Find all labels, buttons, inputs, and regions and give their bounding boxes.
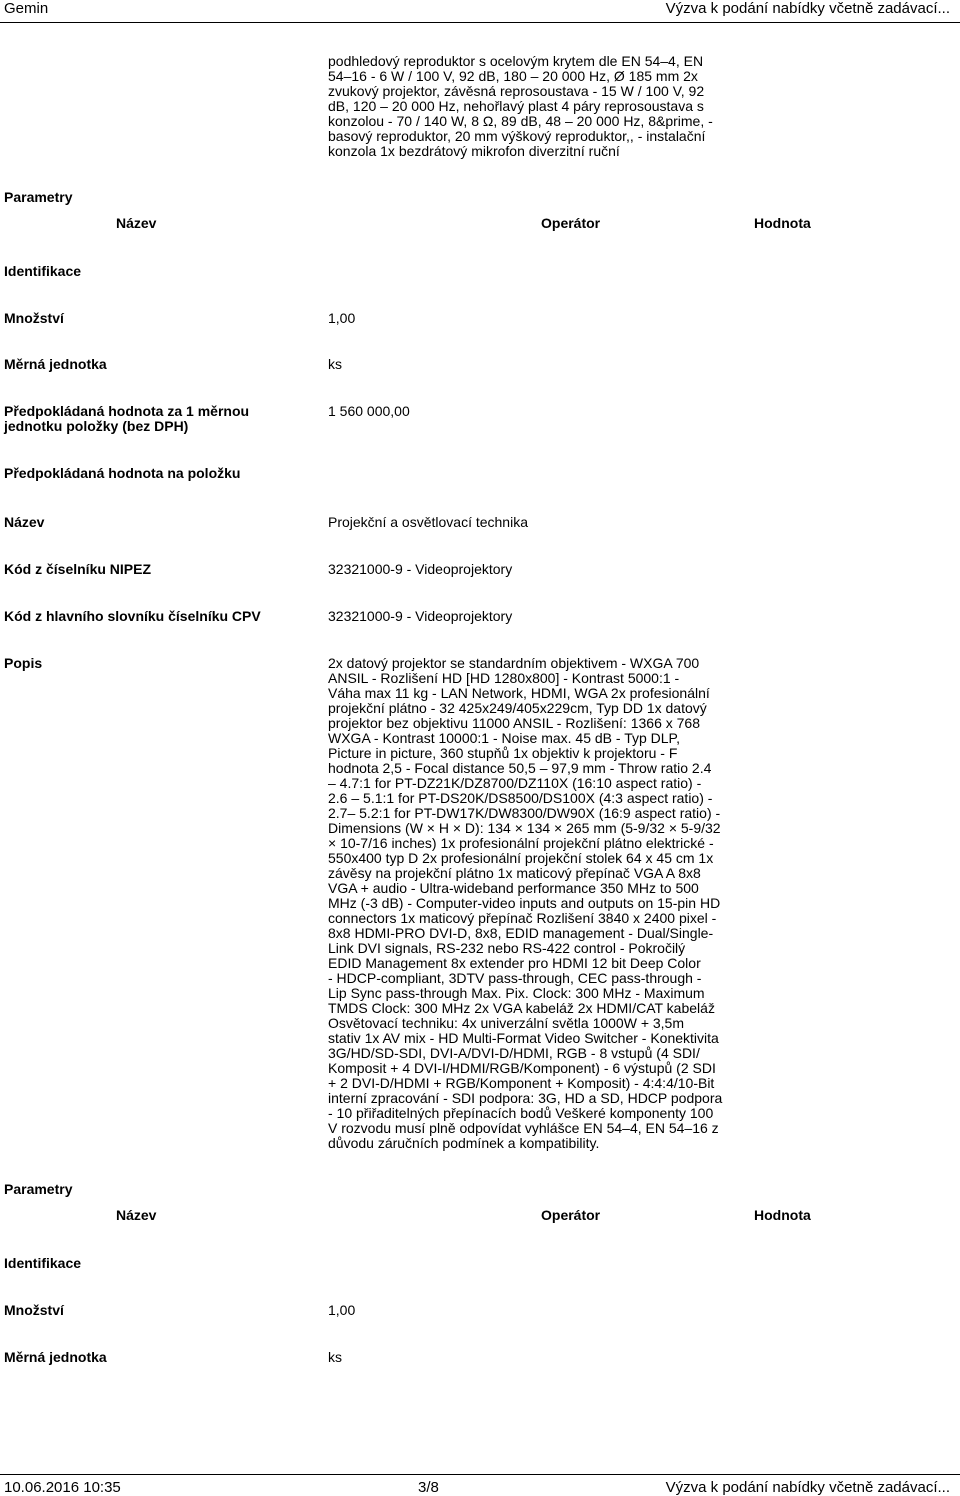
popis-line: MHz (-3 dB) - Computer-video inputs and outputs on 15-pin HD [328, 895, 721, 911]
description-line: dB, 120 – 20 000 Hz, nehořlavý plast 4 páry reprosoustava s [328, 98, 704, 114]
popis-line: VGA + audio - Ultra-wideband performance 350 MHz to 500 [328, 880, 699, 896]
kod-cpv-value: 32321000-9 - Videoprojektory [328, 608, 513, 624]
label-line: jednotku položky (bez DPH) [4, 418, 189, 434]
kod-nipez-value: 32321000-9 - Videoprojektory [328, 561, 513, 577]
description-line: 54–16 - 6 W / 100 V, 92 dB, 180 – 20 000 Hz, Ø 185 mm 2x [328, 68, 698, 84]
popis-line: × 10-7/16 inches) 1x profesionální projekční plátno elektrické - [328, 835, 714, 851]
mnozstvi-value: 1,00 [328, 1302, 356, 1318]
header-document-title: Výzva k podání nabídky včetně zadávací... [665, 0, 950, 17]
label-line: Předpokládaná hodnota za 1 měrnou [4, 403, 250, 419]
popis-line: 2.7– 5.2:1 for PT-DW17K/DW8300/DW90X (16:9 aspect ratio) - [328, 805, 721, 821]
nazev-label: Název [4, 514, 45, 530]
popis-line: WXGA - Kontrast 10000:1 - Noise max. 45 dB - Typ DLP, [328, 730, 680, 746]
footer-divider [0, 1474, 960, 1475]
popis-line: projekční plátno - 32 425x249/405x229cm, Typ DD 1x datový [328, 700, 707, 716]
popis-line: Váha max 11 kg - LAN Network, HDMI, WGA 2x profesionální [328, 685, 710, 701]
popis-line: - HDCP-compliant, 3DTV pass-through, CEC pass-through - [328, 970, 702, 986]
popis-line: interní zpracování - SDI podpora: 3G, HD a SD, HDCP podpora [328, 1090, 723, 1106]
footer-page-number: 3/8 [418, 1479, 439, 1496]
footer-document-title: Výzva k podání nabídky včetně zadávací... [665, 1479, 950, 1496]
popis-line: Picture in picture, 360 stupňů 1x objektiv k projektoru - F [328, 745, 678, 761]
predpokladana-hodnota-jednotky-label [4, 404, 249, 434]
popis-line: 8x8 HDMI-PRO DVI-D, 8x8, EDID management - Dual/Single- [328, 925, 714, 941]
popis-line: EDID Management 8x extender pro HDMI 12 bit Deep Color [328, 955, 701, 971]
footer-datetime: 10.06.2016 10:35 [4, 1479, 121, 1496]
identifikace-heading: Identifikace [4, 263, 82, 279]
header-app-name: Gemin [4, 0, 49, 17]
popis-line: ANSIL - Rozlišení HD [HD 1280x800] - Kontrast 5000:1 - [328, 670, 680, 686]
mnozstvi-label: Množství [4, 1302, 64, 1318]
description-line: zvukový projektor, závěsná reprosoustava - 15 W / 100 V, 92 [328, 83, 705, 99]
popis-line: TMDS Clock: 300 MHz 2x VGA kabeláž 2x HDMI/CAT kabeláž [328, 1000, 715, 1016]
parametry-heading: Parametry [4, 189, 73, 205]
popis-value [328, 656, 722, 1151]
merna-jednotka-label: Měrná jednotka [4, 356, 107, 372]
param-col-operator: Operátor [541, 1207, 601, 1223]
mnozstvi-value: 1,00 [328, 310, 356, 326]
popis-line: V rozvodu musí plně odpovídat vyhlášce EN 54–4, EN 54–16 z [328, 1120, 719, 1136]
popis-line: Lip Sync pass-through Max. Pix. Clock: 300 MHz - Maximum [328, 985, 705, 1001]
identifikace-heading: Identifikace [4, 1255, 82, 1271]
top-description [328, 54, 713, 159]
param-col-hodnota: Hodnota [754, 215, 811, 231]
description-line: konzola 1x bezdrátový mikrofon diverzitní ruční [328, 143, 620, 159]
popis-line: – 4.7:1 for PT-DZ21K/DZ8700/DZ110X (16:10 aspect ratio) - [328, 775, 702, 791]
popis-line: stativ 1x AV mix - HD Multi-Format Video Switcher - Konektivita [328, 1030, 719, 1046]
header-divider [0, 22, 960, 23]
predpokladana-hodnota-polozky-heading: Předpokládaná hodnota na položku [4, 465, 241, 481]
popis-line: projektor bez objektivu 11000 ANSIL - Rozlišení: 1366 x 768 [328, 715, 700, 731]
popis-line: Osvětovací techniku: 4x univerzální světla 1000W + 3,5m [328, 1015, 685, 1031]
popis-line: + 2 DVI-D/HDMI + RGB/Komponent + Komposit) - 4:4:4/10-Bit [328, 1075, 715, 1091]
mnozstvi-label: Množství [4, 310, 64, 326]
description-line: basový reproduktor, 20 mm výškový reproduktor,, - instalační [328, 128, 706, 144]
popis-line: Komposit + 4 DVI-I/HDMI/RGB/Komponent) - 6 výstupů (2 SDI [328, 1060, 716, 1076]
merna-jednotka-value: ks [328, 356, 342, 372]
param-col-nazev: Název [116, 1207, 157, 1223]
popis-line: hodnota 2,5 - Focal distance 50,5 – 97,9 mm - Throw ratio 2.4 [328, 760, 712, 776]
popis-line: - 10 přiřaditelných přepínacích bodů Veškeré komponenty 100 [328, 1105, 714, 1121]
popis-line: Link DVI signals, RS-232 nebo RS-422 control - Pokročilý [328, 940, 686, 956]
merna-jednotka-value: ks [328, 1349, 342, 1365]
popis-label: Popis [4, 655, 43, 671]
merna-jednotka-label: Měrná jednotka [4, 1349, 107, 1365]
popis-line: connectors 1x maticový přepínač Rozlišení 3840 x 2400 pixel - [328, 910, 717, 926]
description-line: konzolou - 70 / 140 W, 8 Ω, 89 dB, 48 – 20 000 Hz, 8&prime, - [328, 113, 713, 129]
kod-cpv-label: Kód z hlavního slovníku číselníku CPV [4, 608, 261, 624]
nazev-value: Projekční a osvětlovací technika [328, 514, 528, 530]
popis-line: závěsy na projekční plátno 1x maticový přepínač VGA A 8x8 [328, 865, 701, 881]
popis-line: Dimensions (W × H × D): 134 × 134 × 265 mm (5-9/32 × 5-9/32 [328, 820, 721, 836]
kod-nipez-label: Kód z číselníku NIPEZ [4, 561, 152, 577]
parametry-heading: Parametry [4, 1181, 73, 1197]
popis-line: 2x datový projektor se standardním objektivem - WXGA 700 [328, 655, 700, 671]
popis-line: 3G/HD/SD-SDI, DVI-A/DVI-D/HDMI, RGB - 8 vstupů (4 SDI/ [328, 1045, 700, 1061]
popis-line: 2.6 – 5.1:1 for PT-DS20K/DS8500/DS100X (4:3 aspect ratio) - [328, 790, 713, 806]
param-col-nazev: Název [116, 215, 157, 231]
param-col-operator: Operátor [541, 215, 601, 231]
popis-line: 550x400 typ D 2x profesionální projekční stolek 64 x 45 cm 1x [328, 850, 714, 866]
description-line: podhledový reproduktor s ocelovým krytem dle EN 54–4, EN [328, 53, 704, 69]
param-col-hodnota: Hodnota [754, 1207, 811, 1223]
predpokladana-hodnota-jednotky-value: 1 560 000,00 [328, 403, 410, 419]
popis-line: důvodu záručních podmínek a kompatibility. [328, 1135, 600, 1151]
